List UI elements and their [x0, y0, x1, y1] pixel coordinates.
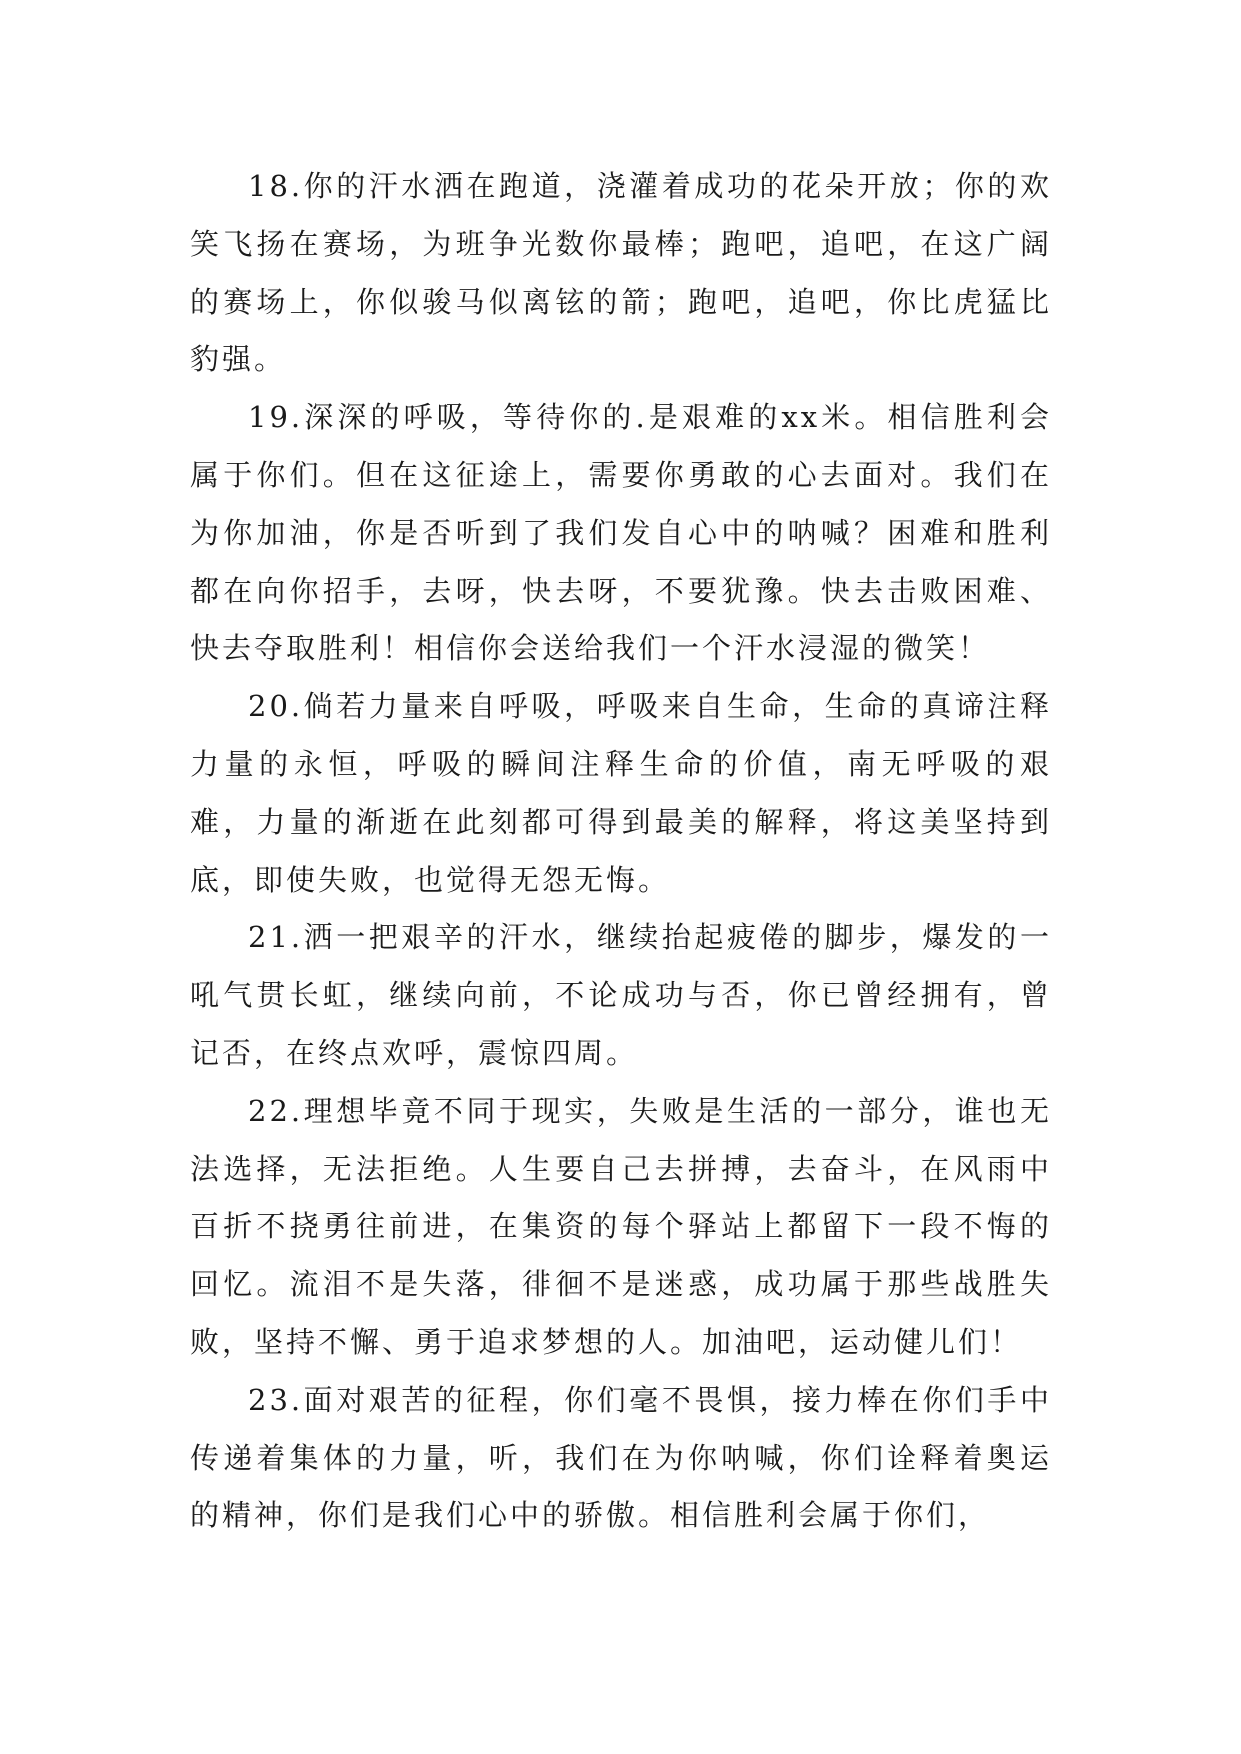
paragraph-21: 21.洒一把艰辛的汗水，继续抬起疲倦的脚步，爆发的一吼气贯长虹，继续向前，不论成功与否，你已曾经拥有，曾记否，在终点欢呼，震惊四周。	[190, 920, 1052, 1070]
paragraph-23: 23.面对艰苦的征程，你们毫不畏惧，接力棒在你们手中传递着集体的力量，听，我们在为你呐喊，你们诠释着奥运的精神，你们是我们心中的骄傲。相信胜利会属于你们，	[190, 1382, 1052, 1533]
paragraph-19: 19.深深的呼吸，等待你的.是艰难的xx米。相信胜利会属于你们。但在这征途上，需要你勇敢的心去面对。我们在为你加油，你是否听到了我们发自心中的呐喊？困难和胜利都在向你招手，去呀，快去呀，不要犹豫。快去击败困难、快去夺取胜利！相信你会送给我们一个汗水浸湿的微笑！	[190, 400, 1052, 666]
document-page	[190, 158, 1052, 1545]
paragraph-18: 18.你的汗水洒在跑道，浇灌着成功的花朵开放；你的欢笑飞扬在赛场，为班争光数你最棒；跑吧，追吧，在这广阔的赛场上，你似骏马似离铉的箭；跑吧，追吧，你比虎猛比豹强。	[190, 169, 1052, 377]
paragraph-20: 20.倘若力量来自呼吸，呼吸来自生命，生命的真谛注释力量的永恒，呼吸的瞬间注释生命的价值，南无呼吸的艰难，力量的渐逝在此刻都可得到最美的解释，将这美坚持到底，即使失败，也觉得无怨无悔。	[190, 689, 1052, 897]
paragraph-22: 22.理想毕竟不同于现实，失败是生活的一部分，谁也无法选择，无法拒绝。人生要自己去拼搏，去奋斗，在风雨中百折不挠勇往前进，在集资的每个驿站上都留下一段不悔的回忆。流泪不是失落，徘徊不是迷惑，成功属于那些战胜失败，坚持不懈、勇于追求梦想的人。加油吧，运动健儿们！	[190, 1093, 1052, 1359]
